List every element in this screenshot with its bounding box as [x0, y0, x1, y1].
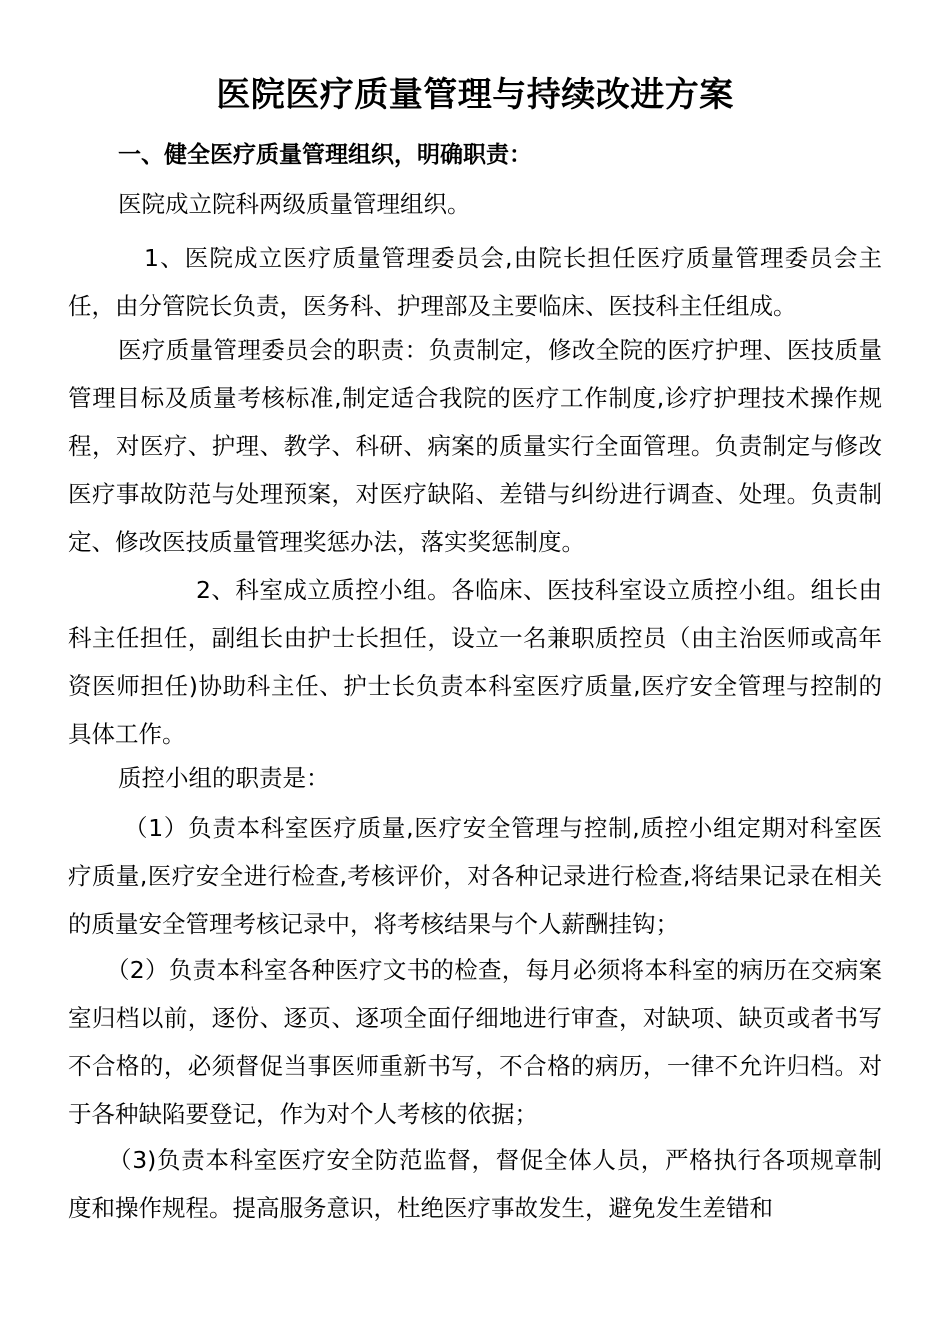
paragraph-duty-1: （1）负责本科室医疗质量,医疗安全管理与控制,质控小组定期对科室医疗质量,医疗安全进行检查,考核评价，对各种记录进行检查,将结果记录在相关的质量安全管理考核记录中，将考核结果与个人薪酬挂钩；	[68, 814, 882, 938]
paragraph-qc-group: 2、科室成立质控小组。各临床、医技科室设立质控小组。组长由科主任担任，副组长由护士长担任，设立一名兼职质控员（由主治医师或高年资医师担任)协助科主任、护士长负责本科室医疗质量,医疗安全管理与控制的具体工作。	[68, 576, 882, 748]
paragraph-committee: 1、医院成立医疗质量管理委员会,由院长担任医疗质量管理委员会主任，由分管院长负责，医务科、护理部及主要临床、医技科主任组成。	[68, 244, 882, 320]
paragraph-qc-duties-label: 质控小组的职责是：	[118, 764, 330, 792]
paragraph-duty-2: （2）负责本科室各种医疗文书的检查，每月必须将本科室的病历在交病案室归档以前，逐份、逐页、逐项全面仔细地进行审查，对缺项、缺页或者书写不合格的，必须督促当事医师重新书写，不合格的病历，一律不允许归档。对于各种缺陷要登记，作为对个人考核的依据；	[68, 956, 882, 1128]
document-title: 医院医疗质量管理与持续改进方案	[216, 75, 734, 115]
paragraph-committee-duties: 医疗质量管理委员会的职责：负责制定，修改全院的医疗护理、医技质量管理目标及质量考核标准,制定适合我院的医疗工作制度,诊疗护理技术操作规程，对医疗、护理、教学、科研、病案的质量实行全面管理。负责制定与修改医疗事故防范与处理预案，对医疗缺陷、差错与纠纷进行调查、处理。负责制定、修改医技质量管理奖惩办法，落实奖惩制度。	[68, 336, 882, 556]
paragraph-intro: 医院成立院科两级质量管理组织。	[118, 190, 471, 218]
section-heading: 一、健全医疗质量管理组织，明确职责：	[118, 142, 532, 168]
paragraph-duty-3: （3)负责本科室医疗安全防范监督，督促全体人员，严格执行各项规章制度和操作规程。提高服务意识，杜绝医疗事故发生，避免发生差错和	[68, 1146, 882, 1222]
